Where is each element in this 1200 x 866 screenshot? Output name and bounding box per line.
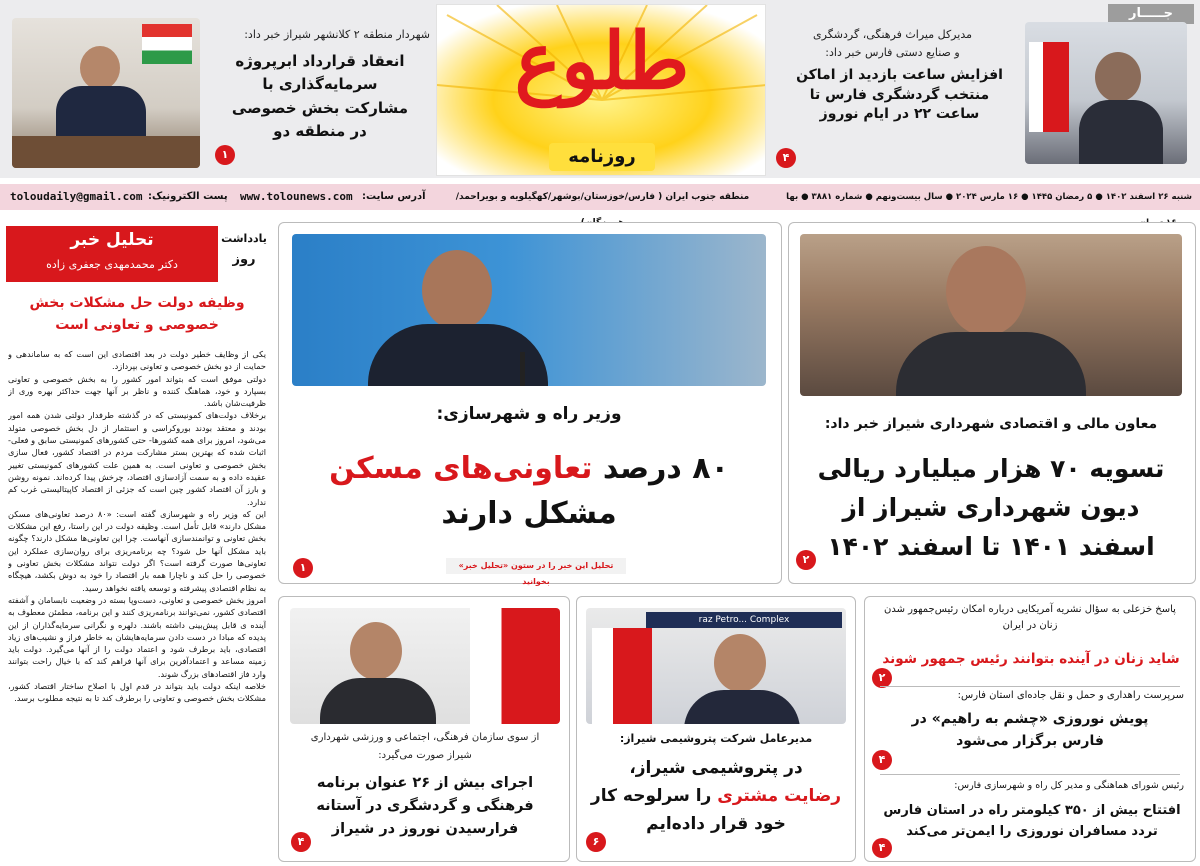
story-4-headline-line3: خود قرار داده‌ایم	[646, 814, 786, 835]
microphone-icon	[520, 352, 525, 386]
masthead	[436, 4, 766, 176]
top-left-badge: ۱	[215, 145, 235, 165]
site-value[interactable]: www.tolounews.com	[240, 190, 353, 203]
story-4-headline-rest: را سرلوحه کار	[590, 786, 718, 807]
story-4-headline	[586, 754, 846, 838]
top-left-kicker: شهردار منطقه ۲ کلانشهر شیراز خبر داد:	[244, 28, 430, 41]
editorial-body	[8, 348, 266, 856]
person-silhouette	[1095, 52, 1141, 102]
editorial-author: دکتر محمدمهدی جعفری زاده	[46, 258, 178, 271]
story-4-headline-red: رضایت مشتری	[717, 786, 842, 807]
story-4-photo	[586, 608, 846, 724]
person-silhouette	[714, 634, 766, 692]
editorial-tag-2: روز	[232, 252, 256, 267]
editorial-paragraph: این که وزیر راه و شهرسازی گفته است: «۸۰ درصد تعاونی‌های مسکن مشکل دارند» قابل تأمل است. وظیفه دولت در این راستا، رفع این مشکلات بخش تعاونی و توانمندسازی آنهاست. چرا این تعاونی‌ها مشکل دارند؟ چگونه باید مشکل آنها حل شود؟ چه برنامه‌ریزی برای روان‌سازی عملکرد این تعاونی‌ها صورت گرفته است؟ اگر دولت نتواند مشکلات بخش تعاونی و خصوصی را حل کند و ناچارا همه بار اقتصاد را خود به دوش بکشد، هیچگاه به نظام اقتصادی پیشرفته و توسعه یافته نخواهد رسید.	[8, 508, 266, 593]
brief-3-headline: افتتاح بیش از ۳۵۰ کیلومتر راه در استان فارس تردد مسافران نوروزی را ایمن‌تر می‌کند	[883, 803, 1181, 840]
top-right-badge: ۴	[776, 148, 796, 168]
story-3-photo	[290, 608, 560, 724]
person-body	[684, 690, 800, 724]
region-line: منطقه جنوب ایران ( فارس/خوزستان/بوشهر/کهگیلویه و بویراحمد/	[455, 192, 750, 202]
editorial-tag-1: یادداشت	[221, 232, 267, 245]
editorial-title: وظیفه دولت حل مشکلات بخش خصوصی و تعاونی است	[29, 295, 245, 334]
story-1-note[interactable]: تحلیل این خبر را در ستون «تحلیل خبر» بخوانید	[446, 558, 626, 574]
story-1-photo	[292, 234, 766, 386]
editorial-column	[6, 226, 268, 860]
editorial-paragraph: دولتی موفق است که بتواند امور کشور را به بخش خصوصی و تعاونی بسپارد و خود، هماهنگ کننده و ناظر بر آنها جهت حداکثر بهره وری از ظرفیت‌شان باشد.	[8, 373, 266, 409]
story-2-badge: ۲	[796, 550, 816, 570]
story-4-kicker: مدیرعامل شرکت پتروشیمی شیراز:	[619, 732, 813, 745]
brief-2-kicker: سرپرست راهداری و حمل و نقل جاده‌ای استان فارس:	[957, 690, 1184, 701]
masthead-subtitle: روزنامه	[549, 143, 655, 171]
top-right-headline: افزایش ساعت بازدید از اماکن منتخب گردشگری فارس تا ساعت ۲۲ در ایام نوروز	[796, 67, 1003, 123]
story-4-badge: ۶	[586, 832, 606, 852]
person-silhouette	[350, 622, 402, 680]
story-3-kicker-2: شیراز صورت می‌گیرد:	[378, 750, 472, 761]
editorial-paragraph: خلاصه اینکه دولت باید بتواند در قدم اول با اصلاح ساختار اقتصاد کشور، مشکلات بخش خصوصی و تعاونی را برطرف کند تا به نتیجه مطلوب برسد.	[8, 681, 266, 704]
flag-graphic	[592, 628, 652, 724]
editorial-paragraph: برخلاف دولت‌های کمونیستی که در گذشته طرفدار دولتی شدن همه امور بودند و معتقد بودند بوروکراسی و استثمار از دل بخش خصوصی متولد می‌شود، امروز برای همه کشورها- حتی کشورهای کمونیستی سابق و فعلی- اثبات شده که بهترین بستر مشارکت مردم در اقتصاد کشور، فعال سازی بخش خصوصی و تعاونی است. به همین علت کشورهای کمونیستی تغییر عقیده داده و به سمت آزادسازی اقتصاد، چرخش پیدا کرده‌اند. نمونه روشن و بارز آن اقتصاد کشور چین است که جزئی از اقتصاد کاپیتالیستی غرب کم ندارد.	[8, 410, 266, 507]
brief-2-headline: پویش نوروزی «چشم به راهیم» در فارس برگزار می‌شود	[911, 711, 1149, 750]
story-3-headline: اجرای بیش از ۲۶ عنوان برنامه فرهنگی و گردشگری در آستانه فرارسیدن نوروز در شیراز	[316, 775, 534, 838]
story-2-headline: تسویه ۷۰ هزار میلیارد ریالی دیون شهرداری شیراز از اسفند ۱۴۰۱ تا اسفند ۱۴۰۲	[817, 454, 1165, 561]
email-label: پست الکترونیک:	[148, 191, 228, 202]
story-2-kicker: معاون مالی و اقتصادی شهرداری شیراز خبر داد:	[824, 416, 1158, 432]
person-silhouette	[422, 250, 492, 330]
brief-2-badge: ۴	[872, 750, 892, 770]
story-2-photo	[800, 234, 1182, 396]
editorial-paragraph: یکی از وظایف خطیر دولت در بعد اقتصادی این است که به ساماندهی و حمایت از دو بخش خصوصی و تعاونی بپردازد.	[8, 349, 266, 372]
person-body	[896, 332, 1086, 396]
flag-graphic	[470, 608, 560, 724]
story-3-kicker-1: از سوی سازمان فرهنگی، اجتماعی و ورزشی شهرداری	[310, 732, 540, 743]
top-right-kicker-1: مدیرکل میراث فرهنگی، گردشگری	[813, 28, 972, 41]
story-1-headline	[292, 446, 766, 536]
story-1-badge: ۱	[293, 558, 313, 578]
editorial-section: تحلیل خبر	[70, 230, 154, 250]
date-line: شنبه ۲۶ اسفند ۱۴۰۲ ● ۵ رمضان ۱۴۴۵ ● ۱۶ مارس ۲۰۲۴ ● سال بیست‌ونهم ● شماره ۳۸۸۱ ● بها	[786, 192, 1192, 202]
person-silhouette	[946, 246, 1026, 336]
email-value[interactable]: toloudaily@gmail.com	[10, 190, 143, 203]
person-body	[56, 86, 146, 140]
brief-1-headline: شاید زنان در آینده بتوانند رئیس جمهور شوند	[882, 651, 1180, 667]
flag-graphic	[1029, 42, 1069, 132]
story-1-headline-part1: ۸۰ درصد	[592, 451, 729, 486]
story-3-badge: ۴	[291, 832, 311, 852]
brief-divider	[880, 686, 1180, 687]
story-1-headline-part2: مشکل دارند	[441, 496, 617, 531]
info-bar	[0, 184, 1200, 210]
top-right-photo	[1025, 22, 1187, 164]
desk	[12, 136, 200, 168]
top-left-headline: انعقاد قرارداد ابرپروژه سرمایه‌گذاری با مشارکت بخش خصوصی در منطقه دو	[231, 52, 409, 140]
person-body	[1079, 100, 1163, 164]
flag-graphic	[142, 24, 192, 64]
editorial-paragraph: امروز بخش خصوصی و تعاونی، دست‌وپا بسته در وضعیت نابسامان و آشفته اقتصادی کشور، نمی‌توانند برنامه‌ریزی کنند و این برنامه، مطمئن معطوف به آینده ی قابل پیش‌بینی داشته باشند. دلهره و نگرانی سرمایه‌گذاران از این پدیده که مبادا در دست دادن سرمایه‌هایشان به خاطر فراز و نشیب‌های زیاد اقتصادی، باید برطرف شود و اعتماد دولت را از آنها می‌گیرد. دولت باید زمینه مساعد و اعتمادآفرین برای آنها فراهم کند که با خیال راحت بتوانند وارد فاز اقتصادهای بزرگ شوند.	[8, 594, 266, 679]
top-right-kicker-2: و صنایع دستی فارس خبر داد:	[825, 46, 960, 59]
masthead-title: طلوع	[514, 16, 690, 107]
person-silhouette	[80, 46, 120, 90]
brief-3-kicker: رئیس شورای هماهنگی و مدیر کل راه و شهرسازی فارس:	[954, 780, 1184, 791]
brief-divider	[880, 774, 1180, 775]
story-1-headline-red: تعاونی‌های مسکن	[329, 451, 593, 486]
brief-3-badge: ۴	[872, 838, 892, 858]
story-1-kicker: وزیر راه و شهرسازی:	[436, 404, 622, 424]
top-left-photo	[12, 18, 200, 168]
brief-1-kicker: پاسخ خزعلی به سؤال نشریه آمریکایی درباره امکان رئیس‌جمهور شدن زنان در ایران	[884, 604, 1176, 631]
corner-logo: جـــــار	[1108, 4, 1194, 24]
story-4-headline-line1: در پتروشیمی شیراز،	[629, 758, 803, 778]
photo-sign: raz Petro... Complex	[646, 612, 842, 628]
brief-1-badge: ۲	[872, 668, 892, 688]
person-body	[320, 678, 436, 724]
editorial-header	[6, 226, 268, 282]
site-label: آدرس سایت:	[362, 191, 426, 202]
